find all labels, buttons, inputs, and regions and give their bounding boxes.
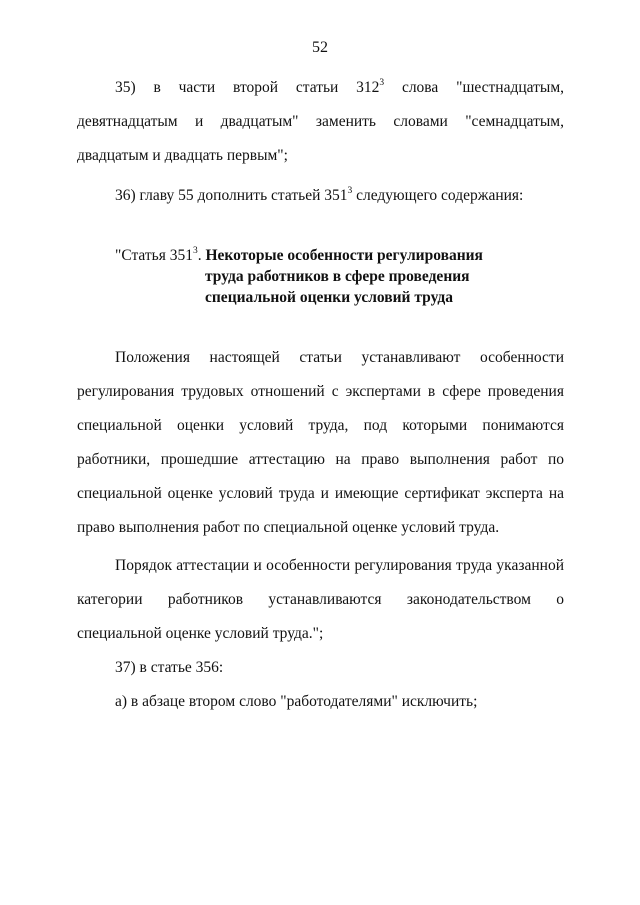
article-title-line-3: специальной оценки условий труда [205, 289, 453, 306]
item-35-text-end: слова "шестнадцатым, девятнадцатым и двадцатым" заменить словами "семнадцатым, двадцатым и двадцать первым"; [77, 79, 564, 164]
article-heading-line-1 [115, 245, 535, 266]
article-lead: "Статья 351 [115, 247, 193, 264]
item-36-text-end: следующего содержания: [352, 187, 524, 204]
article-lead-dot: . [197, 247, 202, 264]
article-lead-superscript: 3 [193, 246, 198, 256]
article-heading [115, 245, 535, 308]
article-paragraph-2: Порядок аттестации и особенности регулирования труда указанной категории работников устанавливаются законодательством о специальной оценке условий труда."; [77, 557, 564, 642]
item-37: 37) в статье 356: [115, 659, 224, 676]
page-number: 52 [312, 39, 328, 56]
article-title-line-2: труда работников в сфере проведения [205, 268, 470, 285]
item-36 [77, 179, 564, 213]
item-35-text-start: 35) в части второй статьи 312 [115, 79, 380, 96]
article-paragraph-1: Положения настоящей статьи устанавливают особенности регулирования трудовых отношений с экспертами в сфере проведения специальной оценки условий труда, под которыми понимаются работники, прошедшие аттестацию на право выполнения работ по специальной оценке условий труда и имеющие сертификат эксперта на право выполнения работ по специальной оценке условий труда. [77, 349, 564, 536]
item-36-text-start: 36) главу 55 дополнить статьей 351 [115, 187, 348, 204]
item-35-superscript: 3 [379, 78, 385, 88]
article-title-line-1: Некоторые особенности регулирования [205, 247, 483, 264]
item-36-superscript: 3 [347, 186, 353, 196]
item-35 [77, 71, 564, 173]
item-37a: а) в абзаце втором слово "работодателями" исключить; [115, 693, 478, 710]
